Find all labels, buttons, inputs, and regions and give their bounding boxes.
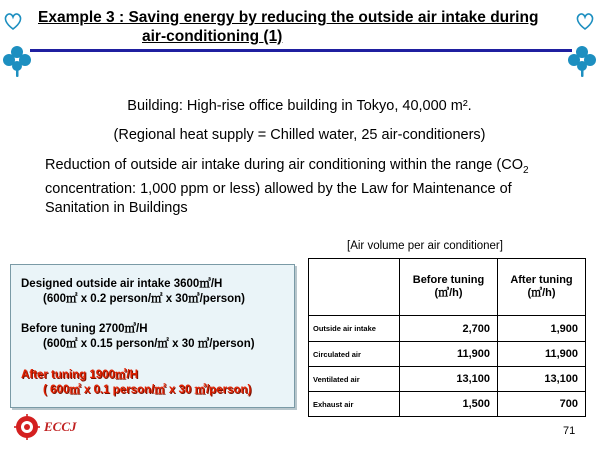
header-before-line-1: Before tuning <box>412 274 485 286</box>
title-line-2: air-conditioning (1) <box>142 28 283 45</box>
after-tuning-label: After tuning 1900㎥/H <box>21 369 138 381</box>
row-after-value: 11,900 <box>498 342 586 367</box>
before-tuning-label: Before tuning 2700㎥/H <box>21 323 148 335</box>
row-label: Exhaust air <box>309 392 400 417</box>
row-label: Outside air intake <box>309 316 400 342</box>
table-header-row <box>309 259 586 316</box>
co2-subscript: 2 <box>522 164 529 176</box>
page-number: 71 <box>563 425 576 437</box>
row-after-value: 13,100 <box>498 367 586 392</box>
table-row <box>309 316 586 342</box>
row-before-value: 1,500 <box>400 392 498 417</box>
row-before-value: 2,700 <box>400 316 498 342</box>
header-after-line-1: After tuning <box>510 274 573 286</box>
table-row <box>309 342 586 367</box>
row-before-value: 13,100 <box>400 367 498 392</box>
header-before-tuning <box>400 259 498 316</box>
row-after-value: 700 <box>498 392 586 417</box>
air-volume-table <box>308 258 586 417</box>
row-before-value: 11,900 <box>400 342 498 367</box>
slide-title <box>38 8 568 46</box>
eccj-logo-icon <box>14 414 40 440</box>
reduction-text-2: concentration: 1,000 ppm or less) allowed by the Law for Maintenance of Sanitation in Buildings <box>45 180 512 216</box>
row-label: Ventilated air <box>309 367 400 392</box>
title-line-1: Example 3 : Saving energy by reducing the outside air intake during <box>38 9 539 26</box>
heart-icon <box>575 12 595 30</box>
row-after-value: 1,900 <box>498 316 586 342</box>
table-corner-cell <box>309 259 400 316</box>
reduction-text-1: Reduction of outside air intake during air conditioning within the range (CO <box>45 157 523 173</box>
table-row <box>309 392 586 417</box>
title-rule <box>30 49 572 52</box>
heart-icon <box>3 12 23 30</box>
designed-intake-calc: (600㎡ x 0.2 person/㎡ x 30㎥/person) <box>43 293 245 305</box>
clover-icon <box>567 44 597 78</box>
heat-supply-info: (Regional heat supply = Chilled water, 25 air-conditioners) <box>113 127 486 143</box>
header-after-line-2: (㎥/h) <box>527 287 556 299</box>
eccj-logo-text: ECCJ <box>44 419 77 434</box>
eccj-logo <box>14 414 104 440</box>
header-after-tuning <box>498 259 586 316</box>
row-label: Circulated air <box>309 342 400 367</box>
air-volume-label: [Air volume per air conditioner] <box>347 240 503 252</box>
building-info: Building: High-rise office building in Tokyo, 40,000 m². <box>127 98 472 114</box>
after-tuning-calc: ( 600㎡ x 0.1 person/㎡ x 30 ㎥/person) <box>43 384 252 396</box>
reduction-description <box>45 156 565 218</box>
before-tuning-calc: (600㎡ x 0.15 person/㎡ x 30 ㎥/person) <box>43 338 255 350</box>
table-row <box>309 367 586 392</box>
clover-icon <box>2 44 32 78</box>
designed-intake-label: Designed outside air intake 3600㎥/H <box>21 278 223 290</box>
header-before-line-2: (㎥/h) <box>434 287 463 299</box>
intake-summary-box <box>10 264 295 408</box>
